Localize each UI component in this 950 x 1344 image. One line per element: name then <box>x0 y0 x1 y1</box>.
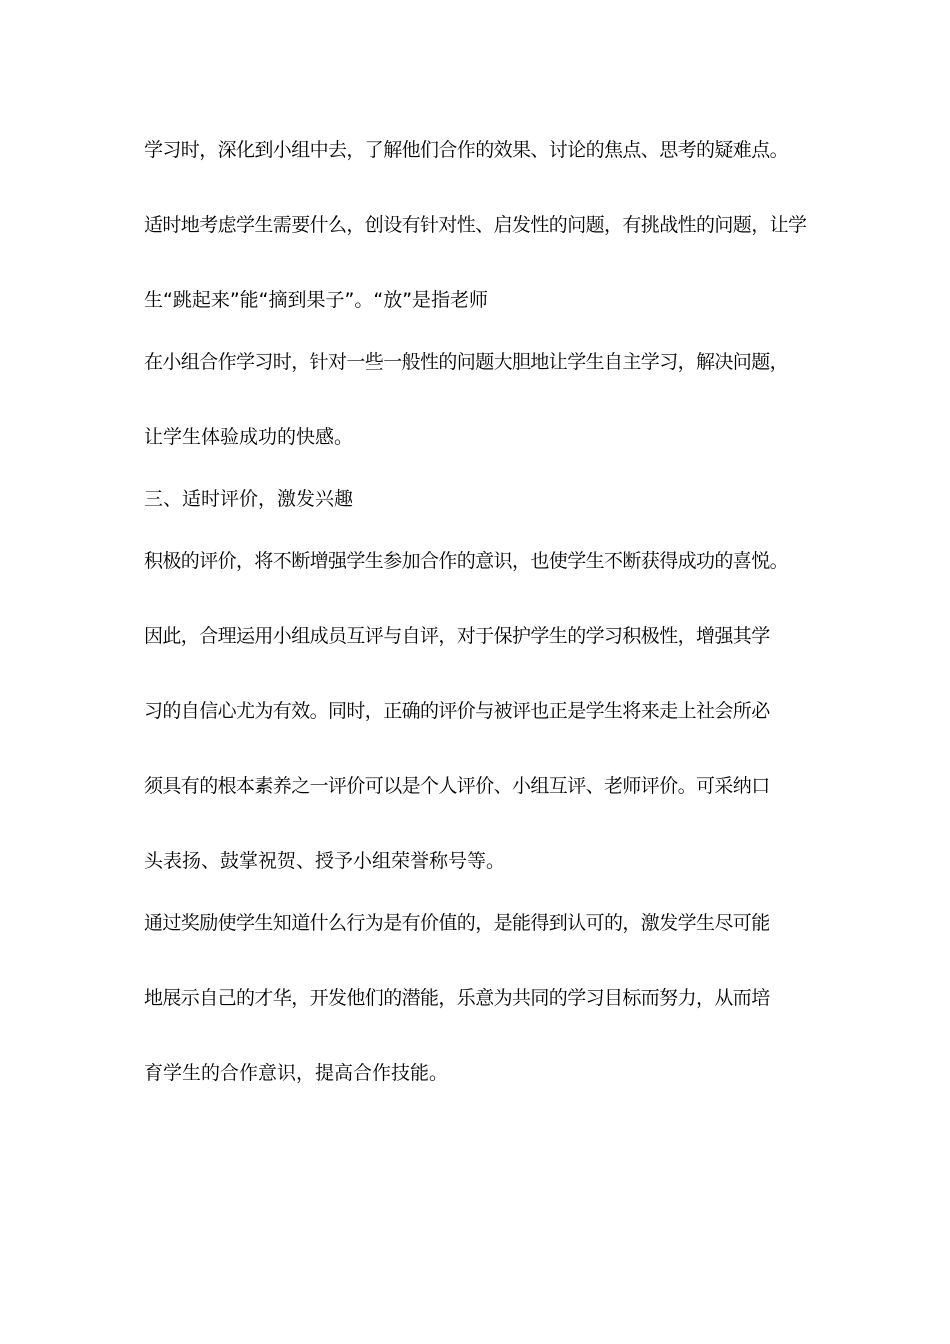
text-line-1: 学习时，深化到小组中去，了解他们合作的效果、讨论的焦点、思考的疑难点。 <box>144 139 789 161</box>
text-line-2: 适时地考虑学生需要什么，创设有针对性、启发性的问题，有挑战性的问题，让学 <box>144 214 807 236</box>
text-line-3: 生“跳起来”能“摘到果子”。“放”是指老师 <box>144 289 489 311</box>
text-line-4: 在小组合作学习时，针对一些一般性的问题大胆地让学生自主学习，解决问题， <box>144 351 789 373</box>
section-heading: 三、适时评价，激发兴趣 <box>144 488 354 510</box>
text-line-12: 通过奖励使学生知道什么行为是有价值的，是能得到认可的，激发学生尽可能 <box>144 912 770 934</box>
text-line-9: 习的自信心尤为有效。同时，正确的评价与被评也正是学生将来走上社会所必 <box>144 700 770 722</box>
text-line-10: 须具有的根本素养之一评价可以是个人评价、小组互评、老师评价。可采纳口 <box>144 775 770 797</box>
text-line-7: 积极的评价，将不断增强学生参加合作的意识，也使学生不断获得成功的喜悦。 <box>144 550 789 572</box>
text-line-14: 育学生的合作意识，提高合作技能。 <box>144 1062 449 1084</box>
text-line-11: 头表扬、鼓掌祝贺、授予小组荣誉称号等。 <box>144 850 506 872</box>
text-line-8: 因此，合理运用小组成员互评与自评，对于保护学生的学习积极性，增强其学 <box>144 625 770 647</box>
text-line-13: 地展示自己的才华，开发他们的潜能，乐意为共同的学习目标而努力，从而培 <box>144 987 770 1009</box>
text-line-5: 让学生体验成功的快感。 <box>144 426 354 448</box>
